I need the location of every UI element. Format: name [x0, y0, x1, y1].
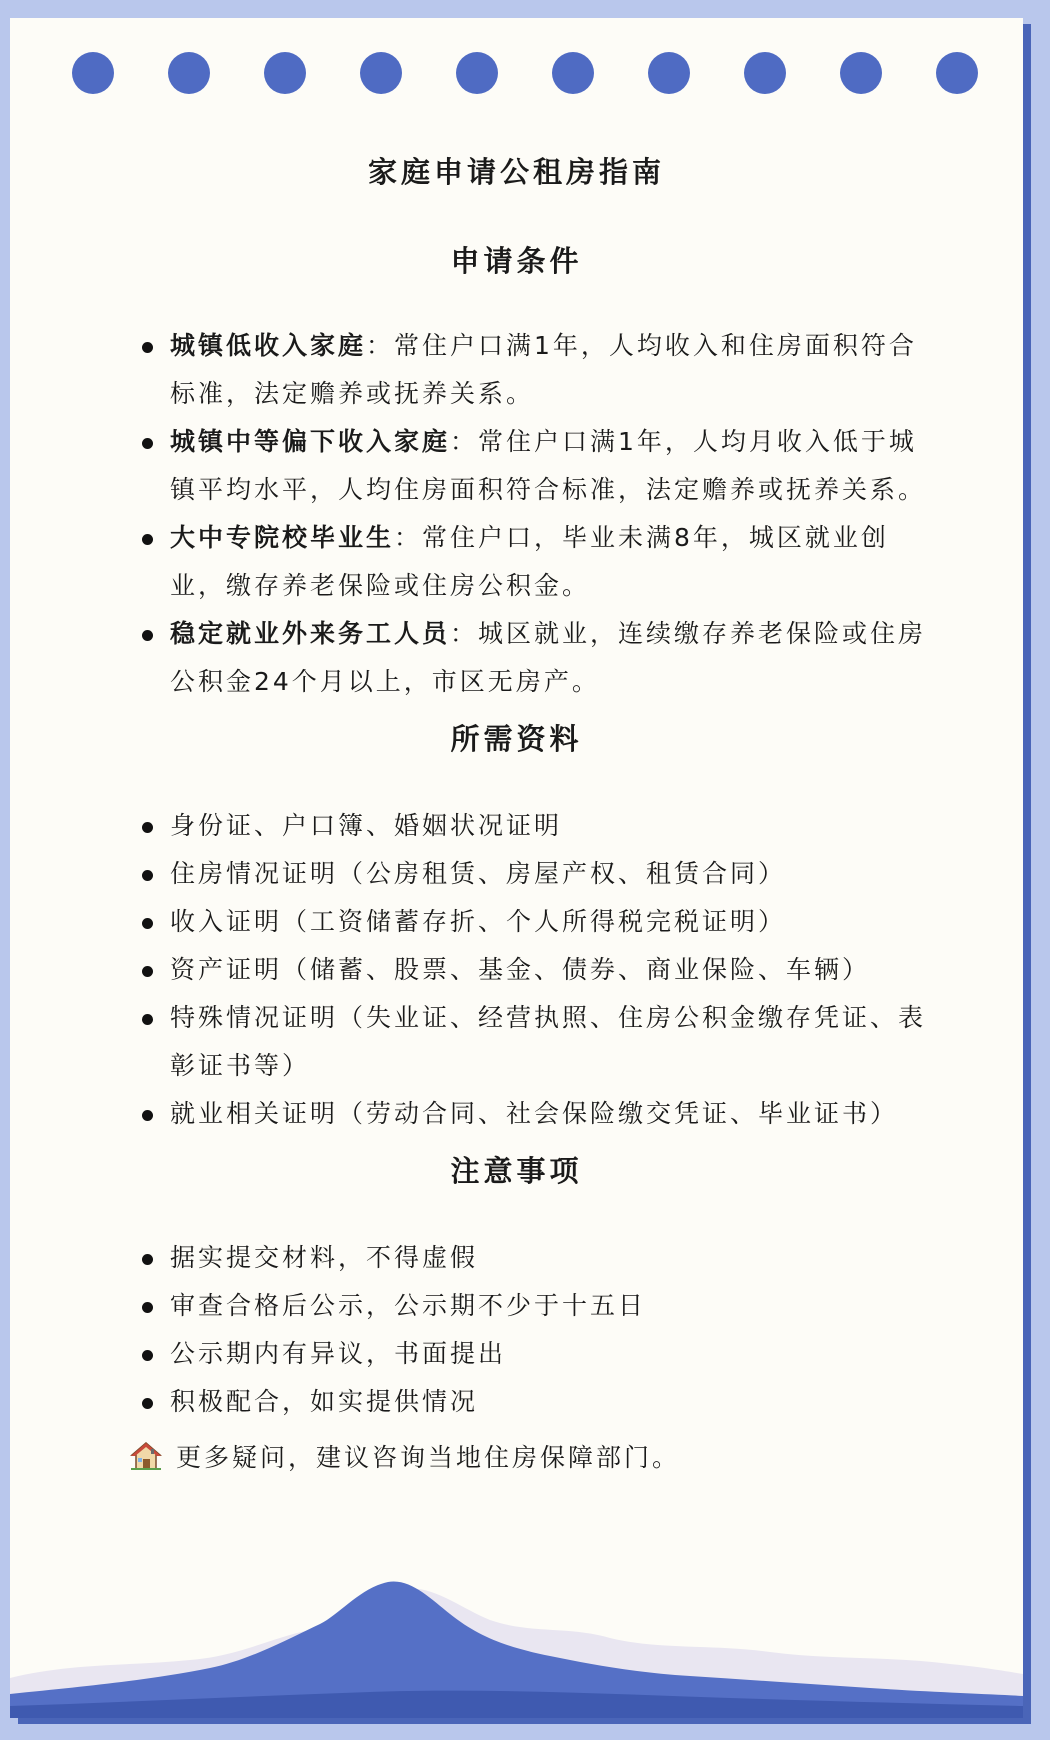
binder-hole	[456, 52, 498, 94]
materials-list	[130, 802, 930, 1138]
list-item: 特殊情况证明（失业证、经营执照、住房公积金缴存凭证、表彰证书等）	[130, 994, 930, 1090]
section-title-materials: 所需资料	[450, 722, 583, 756]
tip-text: 更多疑问，建议咨询当地住房保障部门。	[176, 1443, 681, 1472]
condition-key: 稳定就业外来务工人员	[170, 619, 451, 648]
list-item: 据实提交材料，不得虚假	[130, 1234, 930, 1282]
binder-hole	[552, 52, 594, 94]
binder-holes	[72, 52, 992, 94]
condition-text: ：常住户口满1年，人均月收入低于城镇平均水平，人均住房面积符合标准，法定赡养或抚养关系。	[170, 427, 927, 504]
condition-text: ：城区就业，连续缴存养老保险或住房公积金24个月以上，市区无房产。	[170, 619, 927, 696]
condition-key: 城镇中等偏下收入家庭	[170, 427, 451, 456]
binder-hole	[360, 52, 402, 94]
binder-hole	[168, 52, 210, 94]
list-item	[130, 322, 930, 418]
list-item	[130, 418, 930, 514]
list-item: 收入证明（工资储蓄存折、个人所得税完税证明）	[130, 898, 930, 946]
house-icon	[130, 1441, 162, 1471]
list-item: 积极配合，如实提供情况	[130, 1378, 930, 1426]
list-item: 身份证、户口簿、婚姻状况证明	[130, 802, 930, 850]
binder-hole	[72, 52, 114, 94]
conditions-list	[130, 322, 930, 706]
binder-hole	[648, 52, 690, 94]
notes-list	[130, 1234, 930, 1426]
binder-hole	[840, 52, 882, 94]
list-item	[130, 610, 930, 706]
condition-text: ：常住户口满1年，人均收入和住房面积符合标准，法定赡养或抚养关系。	[170, 331, 917, 408]
section-title-conditions: 申请条件	[450, 244, 583, 278]
document-content	[130, 236, 930, 1482]
list-item	[130, 514, 930, 610]
mountain-decoration	[10, 1568, 1023, 1718]
list-item: 公示期内有异议，书面提出	[130, 1330, 930, 1378]
condition-text: ：常住户口，毕业未满8年，城区就业创业，缴存养老保险或住房公积金。	[170, 523, 889, 600]
binder-hole	[264, 52, 306, 94]
page-title: 家庭申请公租房指南	[367, 155, 665, 189]
binder-hole	[936, 52, 978, 94]
list-item: 资产证明（储蓄、股票、基金、债券、商业保险、车辆）	[130, 946, 930, 994]
binder-hole	[744, 52, 786, 94]
tip-line	[130, 1434, 930, 1482]
section-title-notes: 注意事项	[450, 1154, 583, 1188]
condition-key: 大中专院校毕业生	[170, 523, 395, 552]
list-item: 审查合格后公示，公示期不少于十五日	[130, 1282, 930, 1330]
list-item: 就业相关证明（劳动合同、社会保险缴交凭证、毕业证书）	[130, 1090, 930, 1138]
condition-key: 城镇低收入家庭	[170, 331, 367, 360]
document-page	[10, 18, 1023, 1718]
list-item: 住房情况证明（公房租赁、房屋产权、租赁合同）	[130, 850, 930, 898]
